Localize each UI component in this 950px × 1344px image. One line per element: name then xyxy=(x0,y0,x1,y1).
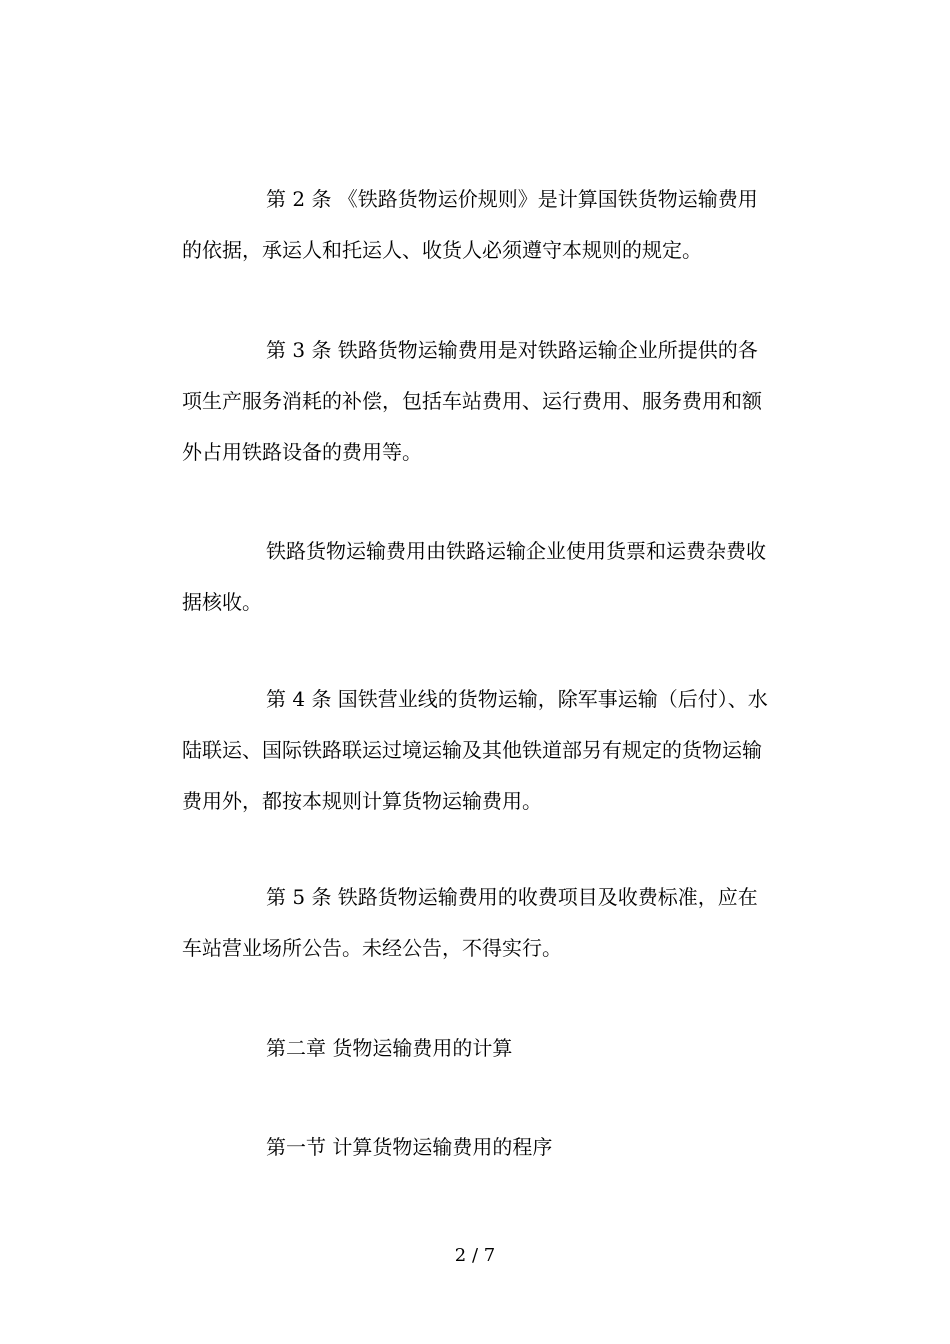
article-4-paragraph: 第 4 条 国铁营业线的货物运输，除军事运输（后付）、水陆联运、国际铁路联运过境运输及其他铁道部另有规定的货物运输费用外，都按本规则计算货物运输费用。 xyxy=(182,687,768,813)
chapter-heading: 第二章 货物运输费用的计算 xyxy=(266,1036,513,1060)
article-3-paragraph: 第 3 条 铁路货物运输费用是对铁路运输企业所提供的各项生产服务消耗的补偿，包括车站费用、运行费用、服务费用和额外占用铁路设备的费用等。 xyxy=(182,338,762,464)
article-5-paragraph: 第 5 条 铁路货物运输费用的收费项目及收费标准，应在车站营业场所公告。未经公告，不得实行。 xyxy=(182,885,758,960)
section-heading: 第一节 计算货物运输费用的程序 xyxy=(266,1135,553,1159)
page-number: 2 / 7 xyxy=(454,1245,496,1266)
article-3-continuation-paragraph: 铁路货物运输费用由铁路运输企业使用货票和运费杂费收据核收。 xyxy=(182,539,766,614)
article-2-paragraph: 第 2 条 《铁路货物运价规则》是计算国铁货物运输费用的依据，承运人和托运人、收货人必须遵守本规则的规定。 xyxy=(182,187,758,262)
